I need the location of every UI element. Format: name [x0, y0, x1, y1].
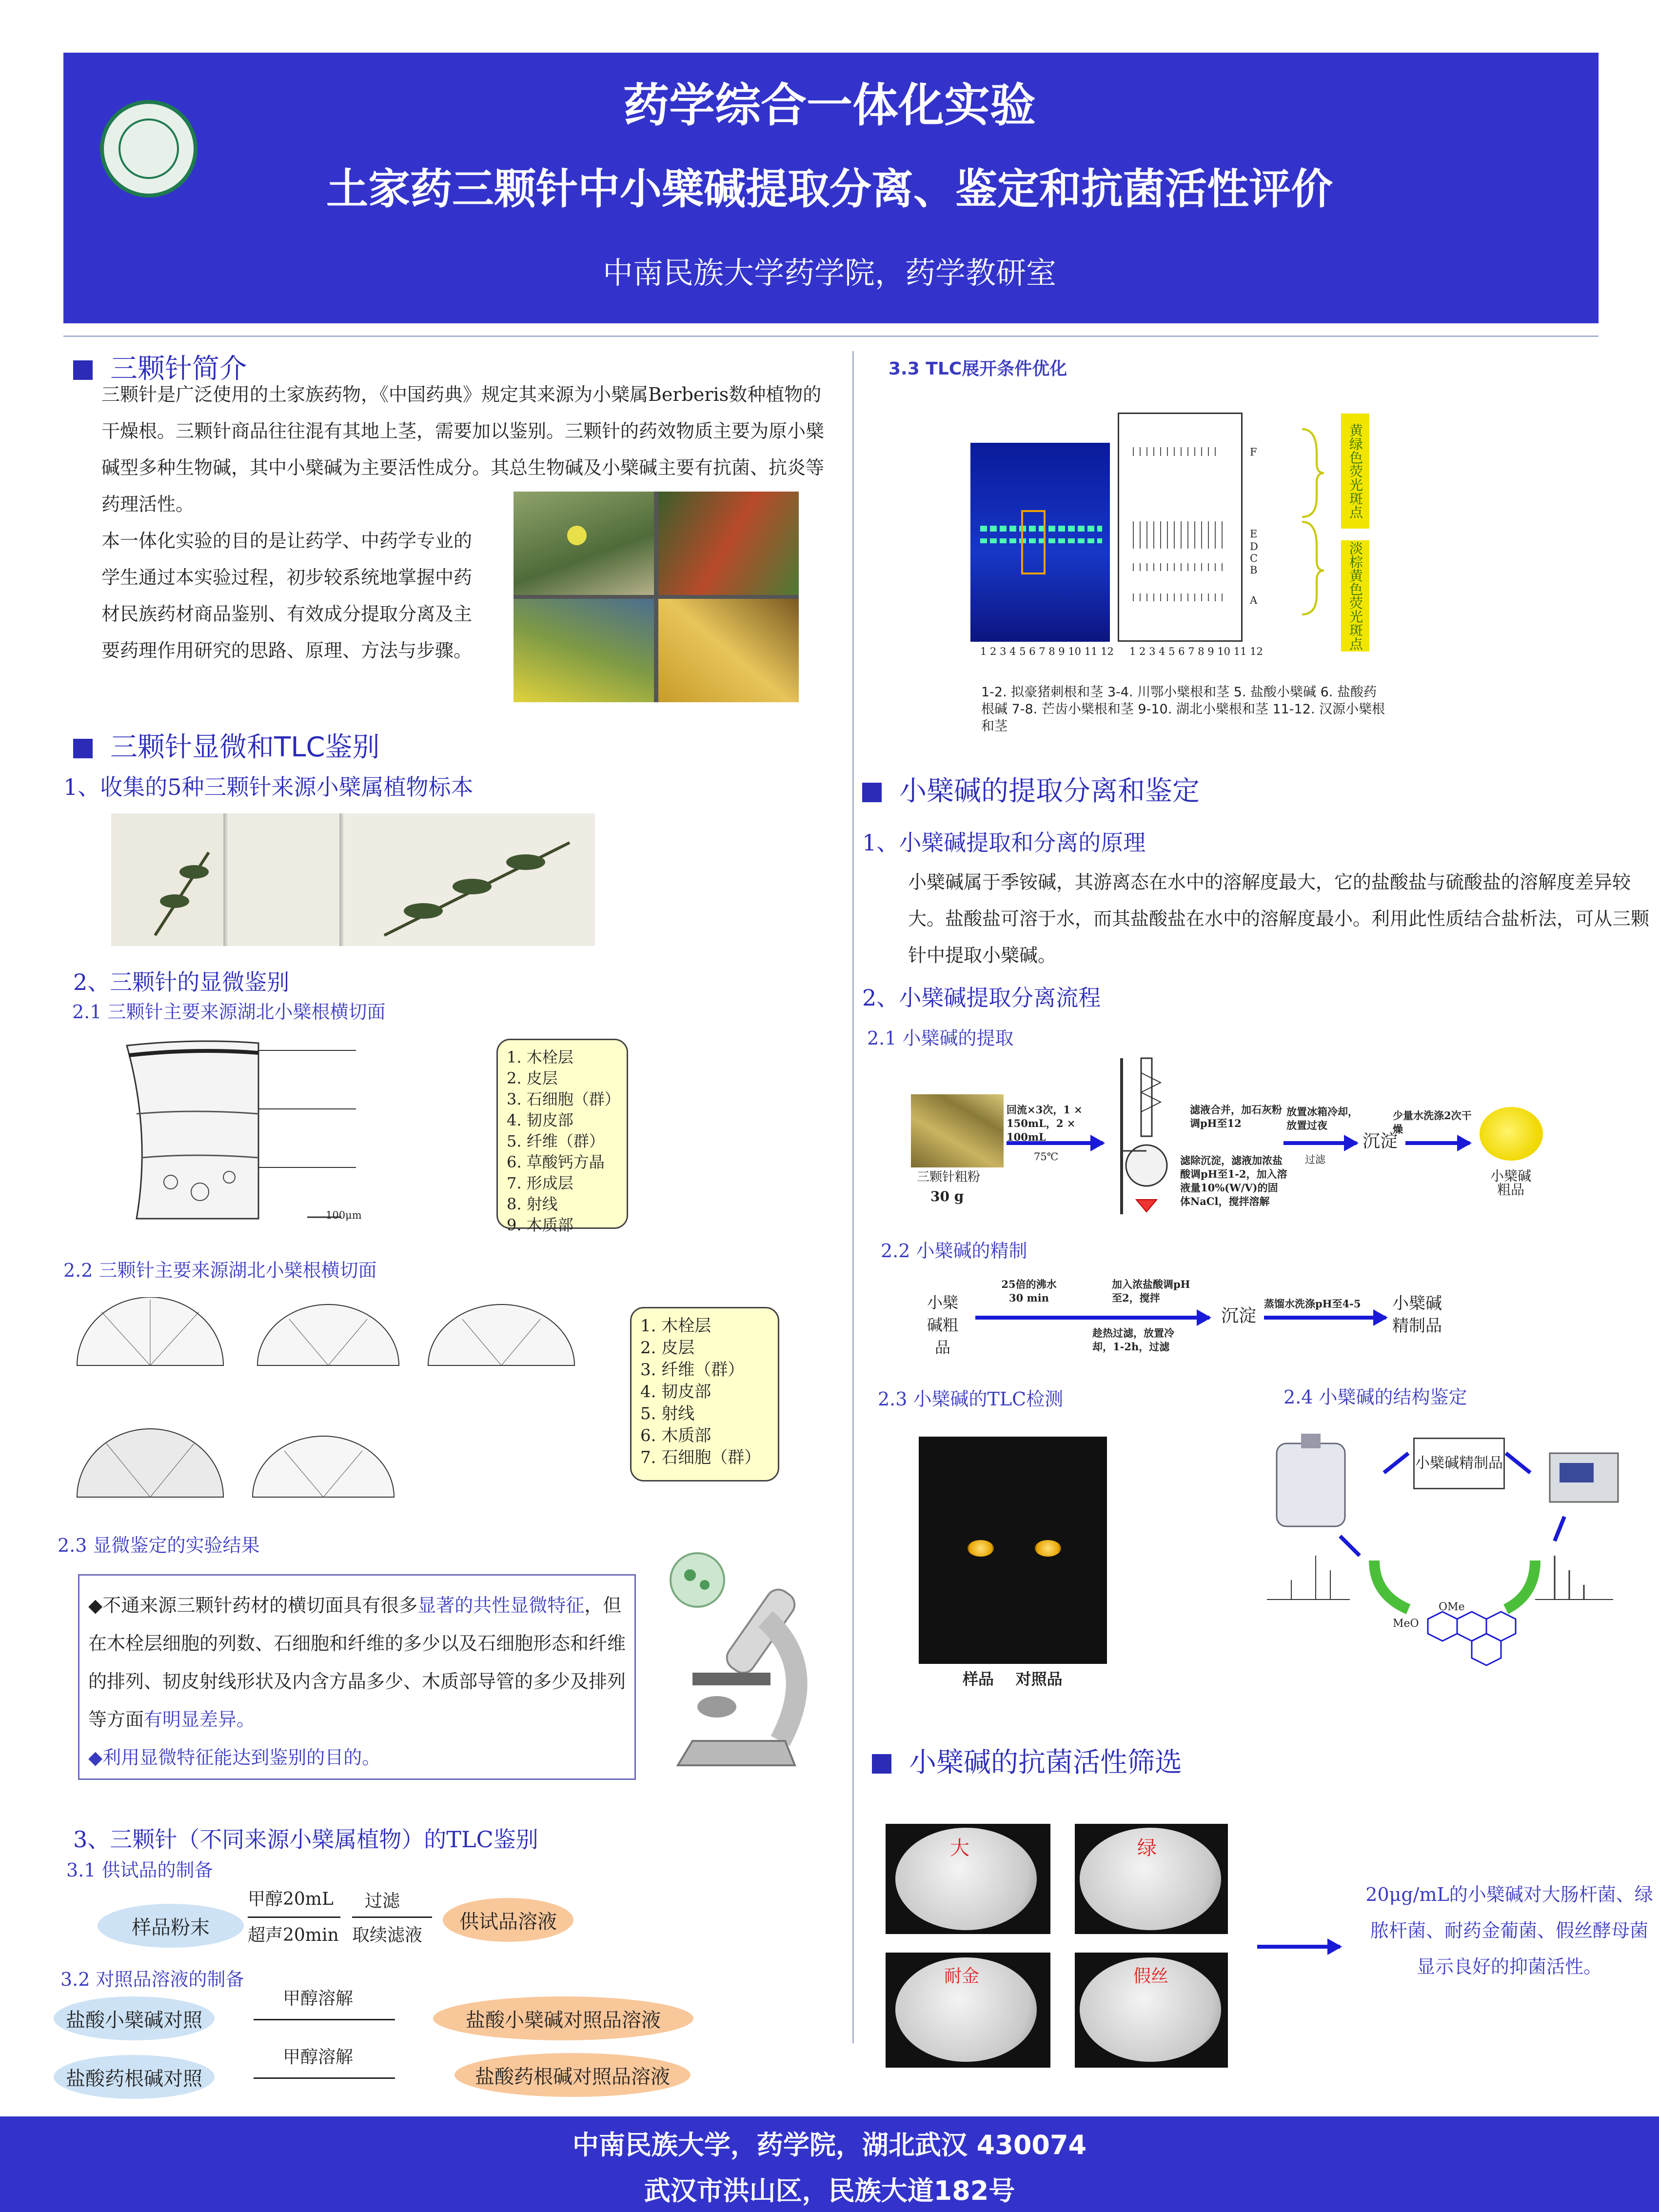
prep-step-ultrasound: 超声20min: [248, 1925, 339, 1945]
flow-arrow-icon: [1007, 1141, 1103, 1145]
result-conclusion: ◆利用显微特征能达到鉴别的目的。: [88, 1747, 381, 1768]
prep-line: [254, 2077, 395, 2079]
poster-title: 药学综合一体化实验: [623, 79, 1036, 132]
flow-arrow-icon: [975, 1316, 1209, 1320]
microscopy-result-box: [78, 1574, 636, 1780]
root-cross-section-drawing: [122, 1036, 375, 1226]
herb-powder-photo: [911, 1094, 1004, 1167]
legend-item: 4. 韧皮部: [507, 1111, 573, 1129]
tlc-detect-plate: [919, 1437, 1107, 1664]
petri-dish: [895, 1828, 1037, 1930]
distilled-wash-step: 蒸馏水洗涤pH至4-5: [1264, 1298, 1361, 1310]
lime-step: 滤液合并，加石灰粉调pH至12: [1190, 1104, 1282, 1129]
prep-step-filter: 过滤: [365, 1891, 400, 1911]
legend-item: 8. 射线: [507, 1195, 558, 1213]
refine-precipitate-label: 沉淀: [1221, 1306, 1257, 1326]
crude-berberine-photo: [1480, 1107, 1543, 1161]
legend-item: 6. 木质部: [640, 1426, 711, 1445]
footer-address-line-2: 武汉市洪山区，民族大道182号: [644, 2175, 1015, 2206]
extraction-heading: 小檗碱的提取分离和鉴定: [862, 770, 1200, 809]
tlc-opt-heading: 3.3 TLC展开条件优化: [889, 359, 1067, 379]
prep-line: [254, 2019, 395, 2020]
tlc-lane-numbers: 1 2 3 4 5 6 7 8 9 10 11 12: [1129, 646, 1263, 657]
principle-text: 小檗碱属于季铵碱，其游离态在水中的溶解度最大，它的盐酸盐与硫酸盐的溶解度差异较大。盐酸盐可溶于水，而其盐酸盐在水中的溶解度最小。利用此性质结合盐析法，可从三颗针中提取小檗碱。: [908, 871, 1650, 966]
ref-step-dissolve: 甲醇溶解: [283, 2047, 354, 2067]
refined-berberine-label: 小檗碱精制品: [1392, 1294, 1442, 1336]
legend-item: 7. 形成层: [507, 1174, 573, 1192]
microscopy-subheading: 2、三颗针的显微鉴别: [73, 969, 290, 995]
bullet-square-icon: [872, 1754, 891, 1774]
petri-dish: [1080, 1828, 1221, 1930]
principle-subheading: 1、小檗碱提取和分离的原理: [862, 830, 1146, 856]
tlc-spot-row: [1131, 521, 1228, 549]
cross-section-subheading-2: 2.2 三颗针主要来源湖北小檗根横切面: [63, 1260, 377, 1281]
refine-subheading: 2.2 小檗碱的精制: [881, 1240, 1027, 1262]
structure-identification-diagram: [1262, 1434, 1633, 1687]
tlc-front-label: E: [1250, 528, 1258, 540]
acid-step: 加入浓盐酸调pH至2，搅拌: [1112, 1278, 1190, 1304]
plate-label: 绿: [1137, 1837, 1157, 1859]
boil-step: 25倍的沸水 30 min: [1001, 1278, 1057, 1304]
tlc-caption: 1-2. 拟豪猪刺根和茎 3-4. 川鄂小檗根和茎 5. 盐酸小檗碱 6. 盐酸药根碱 7-8. 芒齿小檗根和茎 9-10. 湖北小檗根和茎 11-12. 汉源小檗根和茎: [981, 685, 1385, 734]
result-text: ，但在木栓层细胞的列数、石细胞和纤维的多少以及石细胞形态和纤维的排列、韧皮射线形状及内含方晶多少、木质部导管的多少及排列等方面: [88, 1595, 626, 1730]
tlc-spot-row: [1131, 563, 1228, 571]
legend-item: 4. 韧皮部: [640, 1382, 711, 1402]
legend-item: 3. 石细胞（群）: [507, 1090, 620, 1108]
tlc-lane-numbers: 1 2 3 4 5 6 7 8 9 10 11 12: [980, 646, 1114, 657]
ref-berberine-solution-bubble: 盐酸小檗碱对照品溶液: [433, 1996, 693, 2040]
tlc-detect-subheading: 2.3 小檗碱的TLC检测: [878, 1388, 1064, 1410]
tlc-front-label: B: [1250, 564, 1258, 576]
petri-dish: [1080, 1957, 1221, 2062]
microscopy-heading: 三颗针显微和TLC鉴别: [73, 726, 380, 765]
plate-photo: [1075, 1953, 1228, 2068]
refine-input-label: 小檗碱粗品: [927, 1293, 958, 1357]
footer-address-line-1: 中南民族大学，药学院，湖北武汉 430074: [572, 2130, 1087, 2160]
methoxy-label: MeO: [1393, 1618, 1419, 1630]
tlc-front-label: C: [1250, 553, 1258, 564]
crude-berberine-label: 小檗碱粗品: [1490, 1168, 1531, 1198]
legend-item: 7. 石细胞（群）: [640, 1448, 761, 1467]
test-solution-bubble: 供试品溶液: [443, 1898, 573, 1942]
sample-prep-subheading: 3.1 供试品的制备: [66, 1859, 213, 1881]
specimen-branches: [111, 813, 595, 946]
tlc-front-label: A: [1250, 594, 1258, 606]
precipitate-label: 沉淀: [1363, 1131, 1398, 1151]
column-divider: [852, 351, 854, 2043]
legend-item: 2. 皮层: [640, 1338, 695, 1358]
prep-step-filtrate: 取续滤液: [352, 1925, 423, 1945]
reflux-temp: 75℃: [1034, 1151, 1059, 1163]
legend-item: 9. 木质部: [507, 1216, 573, 1234]
legend-item: 2. 皮层: [507, 1069, 558, 1087]
plant-photo-roots: [658, 599, 799, 702]
plant-photo-thorn: [514, 492, 654, 595]
tlc-uv-plate: [970, 443, 1110, 642]
ref-berberine-bubble: 盐酸小檗碱对照: [54, 1996, 215, 2040]
petri-dish: [895, 1957, 1037, 2062]
berry-mark: [567, 526, 587, 545]
legend-item: 5. 纤维（群）: [507, 1132, 605, 1150]
tlc-subheading: 3、三颗针（不同来源小檗属植物）的TLC鉴别: [73, 1826, 538, 1853]
prep-step-methanol: 甲醇20mL: [248, 1889, 334, 1909]
plant-photo-flowers: [514, 599, 654, 702]
cross-section-subheading-1: 2.1 三颗针主要来源湖北小檗根横切面: [72, 1001, 386, 1023]
plate-label: 大: [950, 1837, 969, 1859]
plate-label: 耐金: [944, 1966, 980, 1986]
tlc-schematic-plate: [1118, 413, 1258, 642]
methoxy-label: OMe: [1439, 1601, 1465, 1613]
poster-subtitle: 土家药三颗针中小檗碱提取分离、鉴定和抗菌活性评价: [326, 165, 1333, 214]
structure-subheading: 2.4 小檗碱的结构鉴定: [1284, 1386, 1467, 1408]
tlc-spot-sample: [968, 1540, 994, 1557]
extract-subheading: 2.1 小檗碱的提取: [867, 1027, 1014, 1049]
poster-institution: 中南民族大学药学院，药学教研室: [602, 255, 1056, 291]
ref-jatrorrhizine-solution-bubble: 盐酸药根碱对照品溶液: [454, 2053, 691, 2097]
tlc-front-label: F: [1250, 446, 1257, 458]
result-text: ◆不通来源三颗针药材的横切面具有很多: [88, 1595, 418, 1616]
result-highlight: 有明显差异。: [144, 1709, 256, 1730]
header-divider: [63, 336, 1599, 337]
flow-arrow-icon: [1257, 1945, 1340, 1949]
tlc-detect-labels: 样品 对照品: [963, 1670, 1063, 1688]
ref-jatrorrhizine-bubble: 盐酸药根碱对照: [54, 2055, 215, 2099]
microscope-icon: [663, 1551, 839, 1775]
result-subheading: 2.3 显微鉴定的实验结果: [58, 1535, 260, 1556]
tissue-legend-1: [496, 1039, 628, 1234]
scale-bar-label: 100μm: [326, 1209, 362, 1221]
plant-photo-berries: [658, 492, 799, 595]
tissue-legend-2: [630, 1307, 779, 1481]
intro-heading: 三颗针简介: [73, 347, 247, 386]
tlc-label-brown-spots: 淡棕黄色荧光斑点: [1341, 540, 1369, 652]
flow-arrow-icon: [1264, 1316, 1386, 1320]
prep-line: [248, 1916, 340, 1918]
filter-step: 过滤: [1305, 1154, 1325, 1165]
tlc-front-label: D: [1250, 541, 1258, 553]
bullet-square-icon: [73, 739, 93, 758]
result-highlight: 显著的共性显微特征: [417, 1595, 585, 1616]
refined-sample-box: 小檗碱精制品: [1413, 1438, 1505, 1489]
plate-photo: [1075, 1824, 1228, 1934]
herb-mass-label: 30 g: [930, 1188, 964, 1205]
legend-item: 5. 射线: [640, 1404, 695, 1423]
tlc-spot-row: [1131, 447, 1219, 456]
hot-filter-step: 趁热过滤，放置冷却，1-2h，过滤: [1092, 1327, 1174, 1353]
intro-paragraph-1: 三颗针是广泛使用的土家族药物，《中国药典》规定其来源为小檗属Berberis数种植物的干燥根。三颗针商品往往混有其地上茎，需要加以鉴别。三颗针的药效物质主要为原小檗碱型多种生物碱，其中小檗碱为主要活性成分。其总生物碱及小檗碱主要有抗菌、抗炎等药理活性。: [101, 384, 825, 515]
legend-item: 1. 木栓层: [507, 1048, 573, 1066]
bullet-square-icon: [862, 783, 882, 802]
intro-paragraph-2: 本一体化实验的目的是让药学、中药学专业的学生通过本实验过程，初步较系统地掌握中药材民族药材商品鉴别、有效成分提取分离及主要药理作用研究的思路、原理、方法与步骤。: [101, 530, 473, 661]
flow-arrow-icon: [1284, 1141, 1357, 1145]
plant-photos: [514, 492, 799, 702]
plate-photo: [886, 1824, 1050, 1934]
specimen-subheading: 1、收集的5种三颗针来源小檗属植物标本: [63, 774, 474, 800]
antibacterial-heading: 小檗碱的抗菌活性筛选: [872, 1741, 1182, 1780]
herb-powder-label: 三颗针粗粉: [917, 1170, 981, 1185]
plate-label: 假丝: [1133, 1966, 1169, 1986]
legend-item: 3. 纤维（群）: [640, 1360, 745, 1380]
herbarium-specimens: [111, 813, 595, 946]
legend-item: 1. 木栓层: [640, 1316, 711, 1336]
sample-powder-bubble: 样品粉末: [98, 1904, 244, 1948]
antibacterial-result: 20μg/mL的小檗碱对大肠杆菌、绿脓杆菌、耐药金葡菌、假丝酵母菌显示良好的抑菌活性。: [1365, 1884, 1653, 1977]
tlc-highlight-box: [1021, 510, 1046, 574]
tlc-spot-reference: [1035, 1540, 1061, 1557]
ref-step-dissolve: 甲醇溶解: [283, 1989, 354, 2009]
tlc-braces: [1297, 419, 1326, 619]
semicircle-section-drawings: [72, 1297, 589, 1502]
acidify-step: 滤除沉淀，滤液加浓盐酸调pH至1-2，加入溶液量10%(W/V)的固体NaCl，搅拌溶解: [1180, 1154, 1287, 1207]
prep-line: [352, 1916, 432, 1918]
reflux-step: 回流×3次，1 × 150mL，2 × 100mL: [1007, 1104, 1083, 1143]
ref-prep-subheading: 3.2 对照品溶液的制备: [60, 1969, 244, 1990]
wash-step: 少量水洗涤2次干燥: [1393, 1109, 1472, 1135]
reflux-apparatus-icon: [1112, 1053, 1185, 1219]
tlc-label-green-spots: 黄绿色荧光斑点: [1341, 414, 1369, 529]
flow-arrow-icon: [1405, 1141, 1470, 1145]
process-subheading: 2、小檗碱提取分离流程: [862, 985, 1101, 1011]
legend-item: 6. 草酸钙方晶: [507, 1153, 605, 1171]
bullet-square-icon: [73, 360, 93, 380]
tlc-spot-row: [1131, 593, 1228, 601]
cooling-step: 放置冰箱冷却，放置过夜: [1286, 1106, 1358, 1131]
plate-photo: [886, 1953, 1050, 2068]
